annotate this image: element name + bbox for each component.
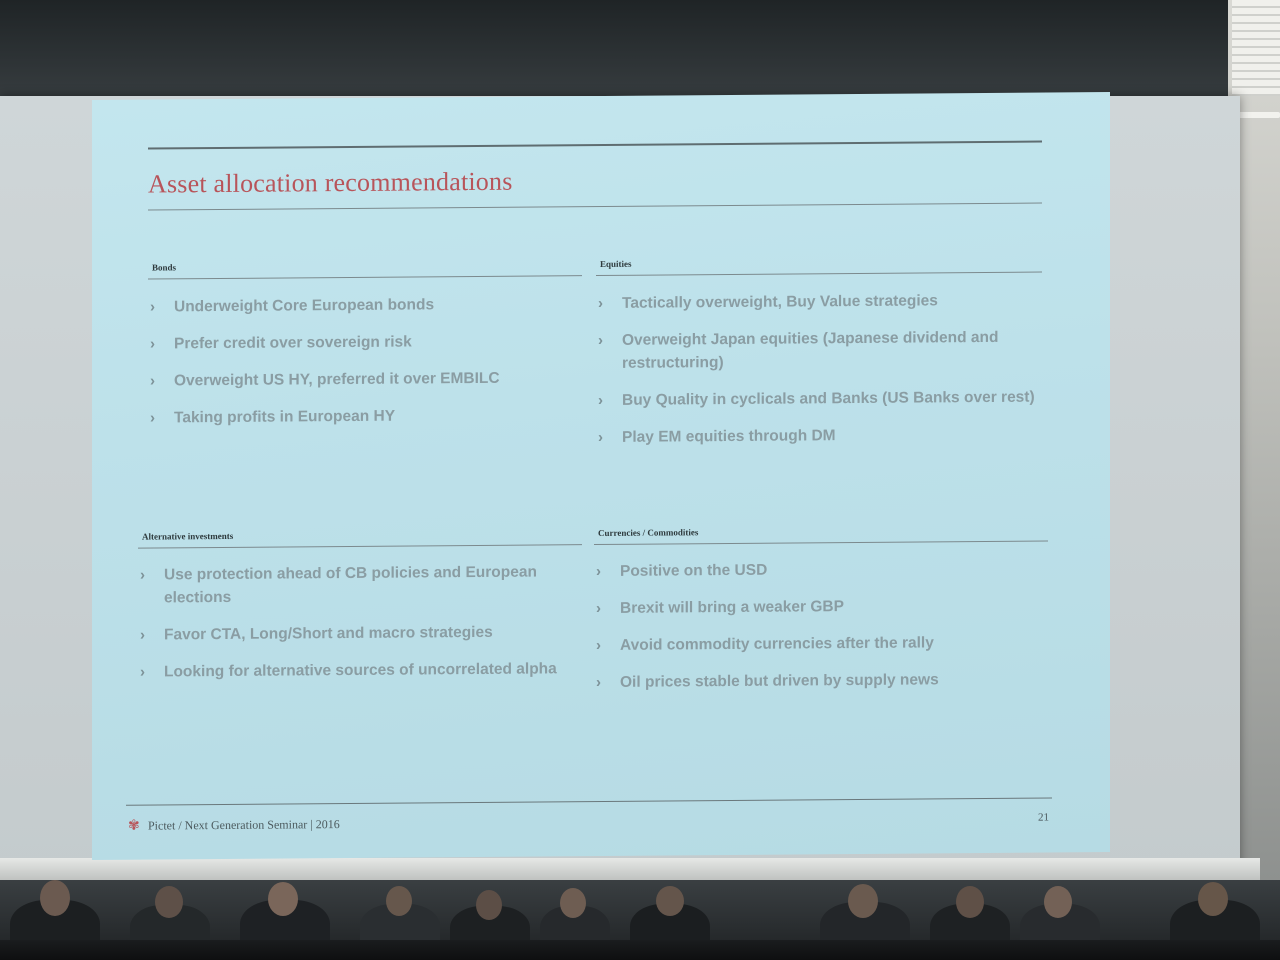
chevron-right-icon: › bbox=[596, 674, 601, 692]
chevron-right-icon: › bbox=[598, 391, 603, 410]
chevron-right-icon: › bbox=[150, 372, 155, 390]
wall-vent bbox=[1232, 0, 1280, 96]
section-rule-currencies bbox=[594, 540, 1048, 545]
section-rule-alternatives bbox=[138, 544, 582, 548]
audience-head bbox=[1044, 886, 1072, 918]
table-edge bbox=[0, 940, 1280, 960]
list-item: › Favor CTA, Long/Short and macro strategies bbox=[138, 620, 574, 646]
section-rule-bonds bbox=[148, 275, 582, 279]
list-item: › Overweight Japan equities (Japanese dividend and restructuring) bbox=[598, 328, 999, 372]
section-label-equities: Equities bbox=[600, 258, 632, 270]
list-item: › Positive on the USD bbox=[594, 557, 1042, 584]
currencies-list bbox=[594, 557, 1042, 709]
chevron-right-icon: › bbox=[140, 663, 145, 681]
section-label-currencies-commodities: Currencies / Commodities bbox=[598, 527, 699, 539]
audience-head bbox=[1198, 882, 1228, 916]
chevron-right-icon: › bbox=[150, 409, 155, 427]
chevron-right-icon: › bbox=[140, 566, 145, 584]
list-item: › Looking for alternative sources of uncorrelated alpha bbox=[138, 657, 574, 683]
list-item: › Taking profits in European HY bbox=[148, 403, 578, 429]
chevron-right-icon: › bbox=[598, 294, 603, 313]
chevron-right-icon: › bbox=[598, 331, 603, 350]
list-item: › Oil prices stable but driven by supply news bbox=[594, 668, 1042, 695]
audience-head bbox=[656, 886, 684, 916]
section-label-alternative-investments: Alternative investments bbox=[142, 530, 234, 542]
list-item: › Tactically overweight, Buy Value strategies bbox=[596, 289, 1036, 315]
list-item: › Prefer credit over sovereign risk bbox=[148, 329, 578, 355]
bonds-list bbox=[148, 292, 578, 443]
list-item: › Brexit will bring a weaker GBP bbox=[594, 594, 1042, 621]
alternatives-list bbox=[138, 560, 574, 697]
equities-list bbox=[596, 289, 1036, 463]
top-rule bbox=[148, 141, 1042, 150]
audience-head bbox=[40, 880, 70, 916]
audience-head bbox=[386, 886, 412, 916]
list-item: › Play EM equities through DM bbox=[596, 423, 1036, 449]
chevron-right-icon: › bbox=[596, 600, 601, 618]
presentation-slide bbox=[92, 92, 1110, 860]
chevron-right-icon: › bbox=[150, 335, 155, 353]
chevron-right-icon: › bbox=[596, 637, 601, 655]
list-item: › Avoid commodity currencies after the rally bbox=[594, 631, 1042, 658]
slide-footer: Pictet / Next Generation Seminar | 2016 bbox=[148, 817, 340, 833]
page-number: 21 bbox=[1038, 811, 1049, 824]
chevron-right-icon: › bbox=[596, 563, 601, 581]
section-rule-equities bbox=[596, 272, 1042, 277]
list-item: › Use protection ahead of CB policies and European elections bbox=[140, 563, 537, 607]
audience-head bbox=[560, 888, 586, 918]
audience-head bbox=[848, 884, 878, 918]
audience-head bbox=[268, 882, 298, 916]
pictet-logo-icon: ✾ bbox=[128, 816, 140, 833]
chevron-right-icon: › bbox=[150, 298, 155, 316]
chevron-right-icon: › bbox=[598, 428, 603, 447]
chevron-right-icon: › bbox=[140, 626, 145, 644]
audience-head bbox=[956, 886, 984, 918]
list-item: › Buy Quality in cyclicals and Banks (US Banks over rest) bbox=[596, 386, 1036, 412]
audience-head bbox=[155, 886, 183, 918]
list-item: › Overweight US HY, preferred it over EMBILC bbox=[148, 366, 578, 392]
footer-rule bbox=[126, 797, 1052, 805]
title-rule bbox=[148, 203, 1042, 211]
slide-title: Asset allocation recommendations bbox=[148, 166, 513, 199]
list-item: › Underweight Core European bonds bbox=[148, 292, 578, 318]
audience-head bbox=[476, 890, 502, 920]
section-label-bonds: Bonds bbox=[152, 262, 177, 273]
